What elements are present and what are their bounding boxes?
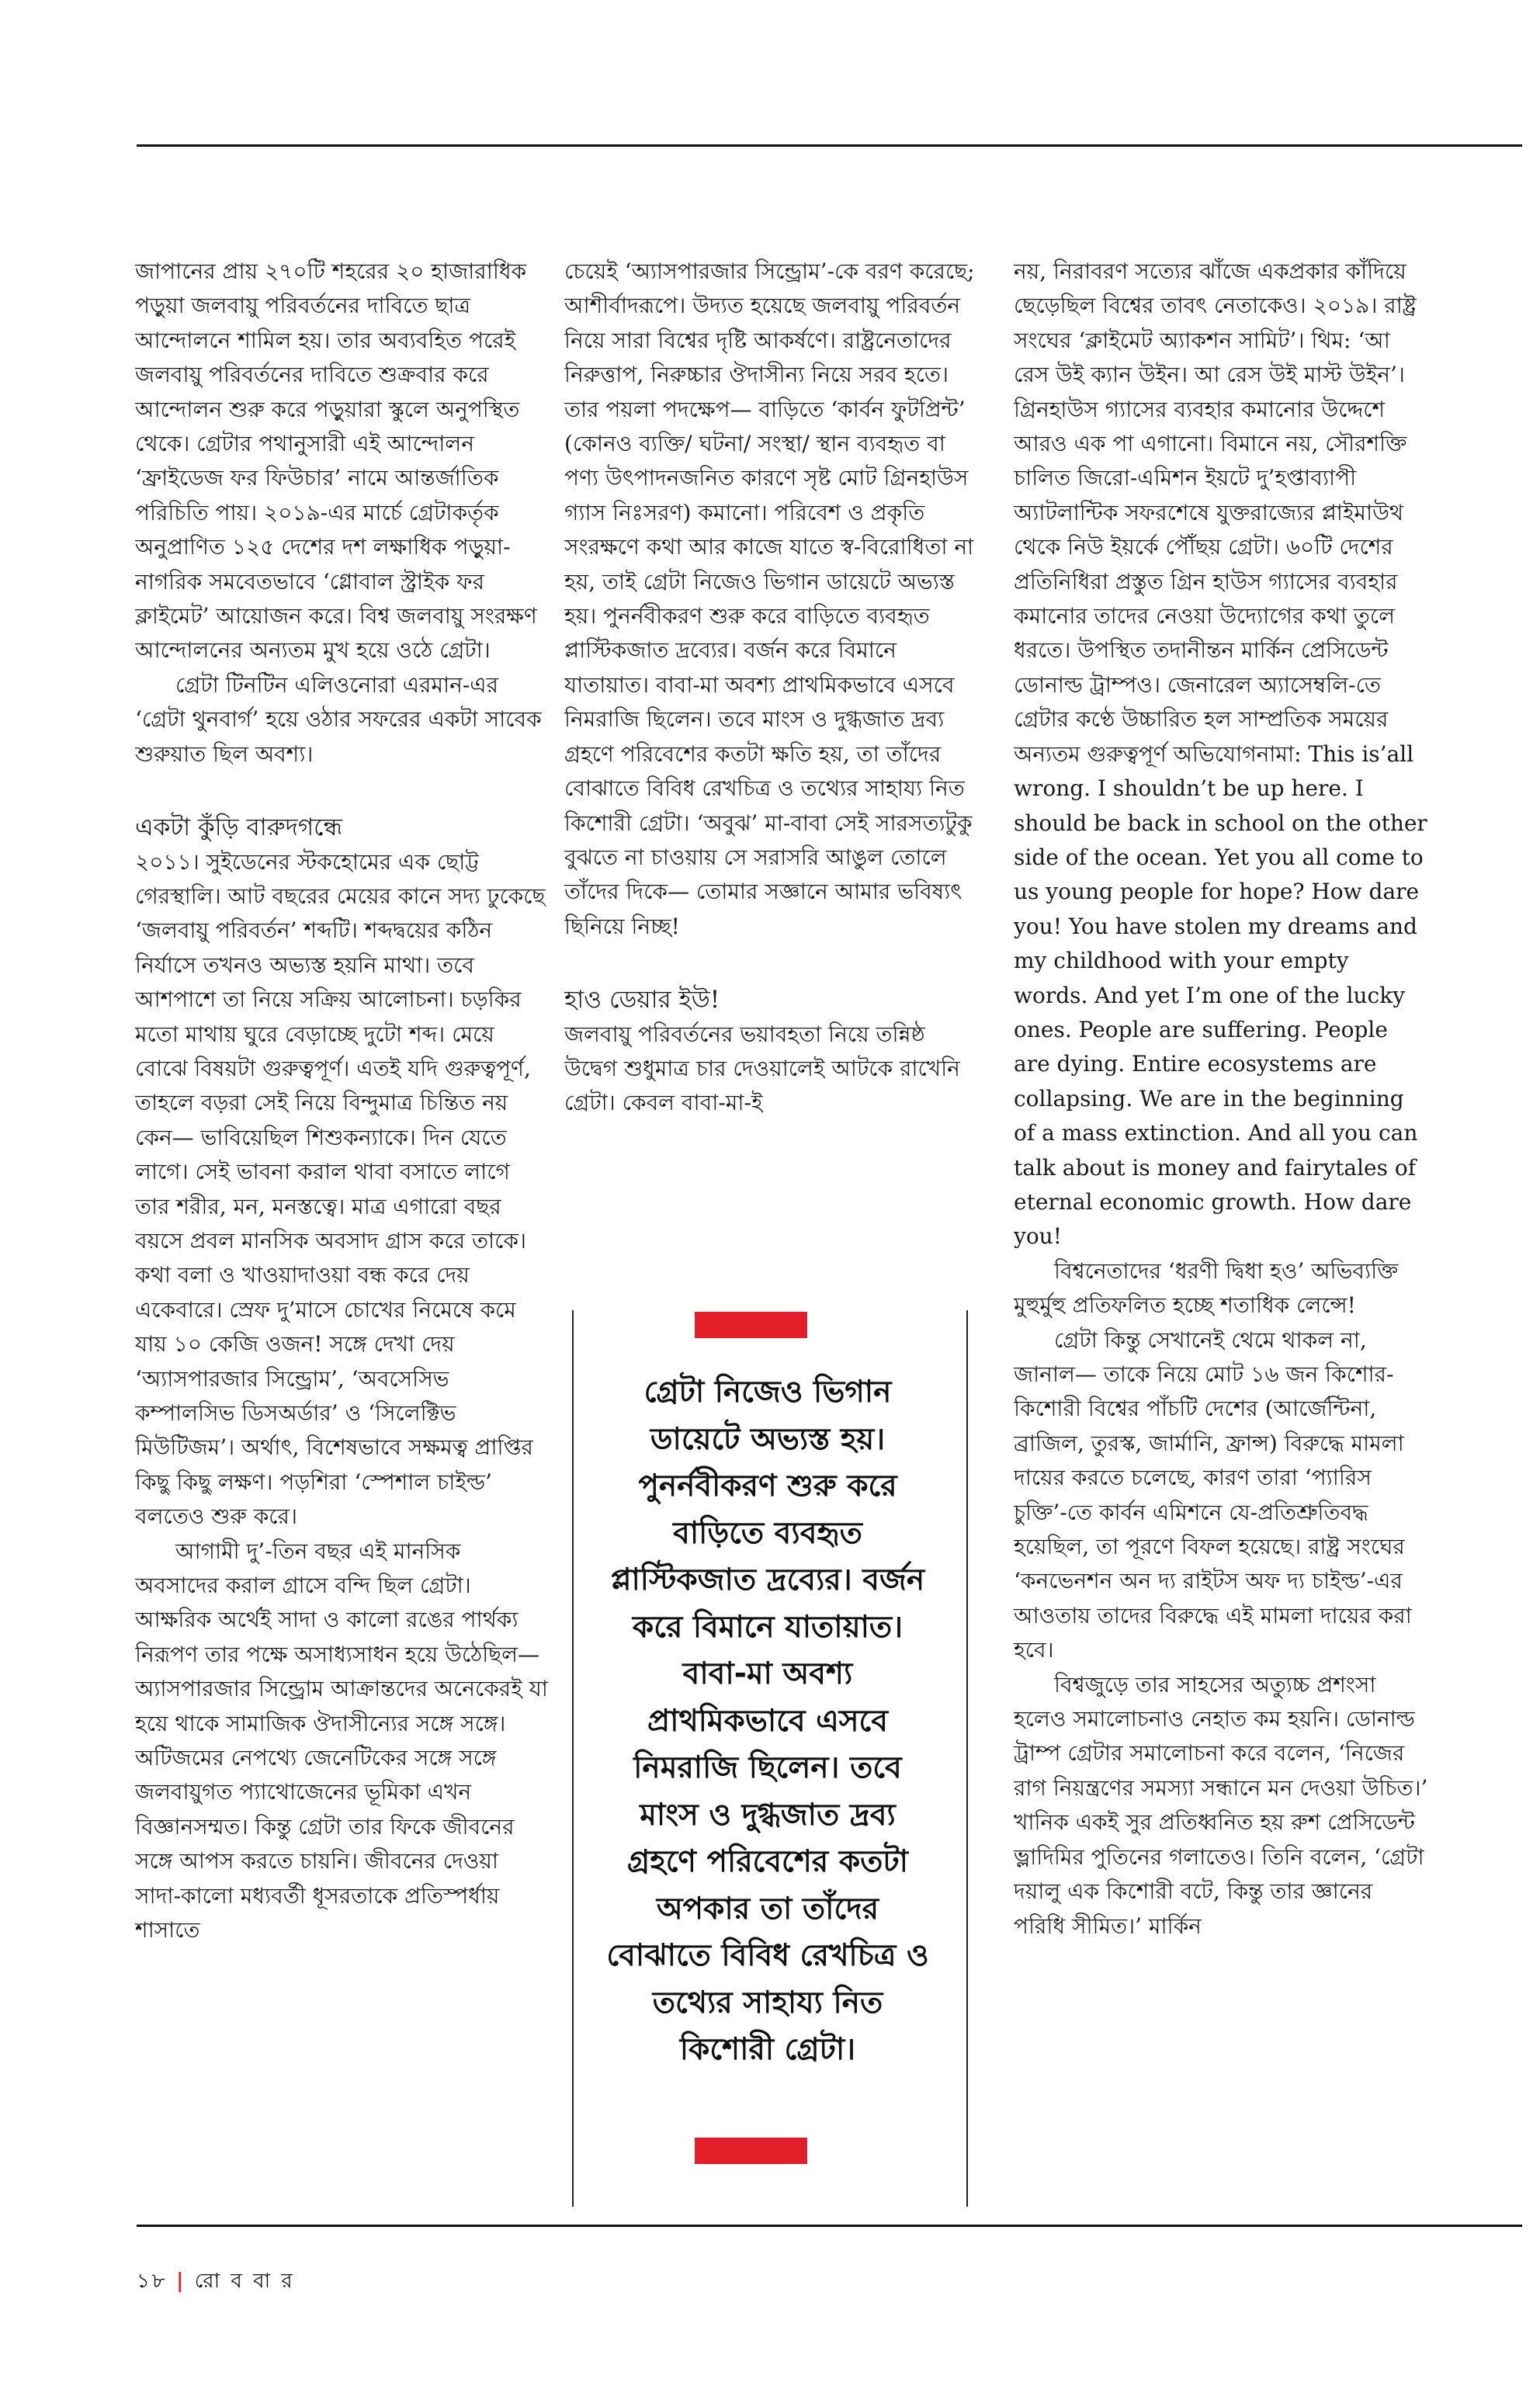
paragraph: গ্রেটা কিন্তু সেখানেই থেমে থাকল না, জানাল— তাকে নিয়ে মোট ১৬ জন কিশোর-কিশোরী বিশ্বের পাঁচটি দেশের (আর্জেন্টিনা, ব্রাজিল, তুরস্ক, জার্মানি, ফ্রান্স) বিরুদ্ধে মামলা দায়ের করতে চলেছে, কারণ তারা ‘প্যারিস চুক্তি’-তে কার্বন এমিশনে যে-প্রতিশ্রুতিবদ্ধ হয়েছিল, তা পূরণে বিফল হয়েছে। রাষ্ট্র সংঘের ‘কনভেনশন অন দ্য রাইটস অফ দ্য চাইল্ড’-এর আওতায় তাদের বিরুদ্ধে এই মামলা দায়ের করা হবে। [1014,1327,1412,1663]
paragraph: ২০১১। সুইডেনের স্টকহোমের এক ছোট্ট গেরস্থালি। আট বছরের মেয়ের কানে সদ্য ঢুকেছে ‘জলবায়ু পরিবর্তন’ শব্দটি। শব্দদ্বয়ের কঠিন নির্যাসে তখনও অভ্যস্ত হয়নি মাথা। তবে আশপাশে তা নিয়ে সক্রিয় আলোচনা। চড়কির মতো মাথায় ঘুরে বেড়াচ্ছে দুটো শব্দ। মেয়ে বোঝে বিষয়টা গুরুত্বপূর্ণ। এতই যদি গুরুত্বপূর্ণ, তাহলে বড়রা সেই নিয়ে বিন্দুমাত্র চিন্তিত নয় কেন— ভাবিয়েছিল শিশুকন্যাকে। দিন যেতে লাগে। সেই ভাবনা করাল থাবা বসাতে লাগে তার শরীর, মন, মনস্তত্বে। মাত্র এগারো বছর বয়সে প্রবল মানসিক অবসাদ গ্রাস করে তাকে। কথা বলা ও খাওয়াদাওয়া বন্ধ করে দেয় একেবারে। স্রেফ দু’মাসে চোখের নিমেষে কমে যায় ১০ কেজি ওজন! সঙ্গে দেখা দেয় ‘অ্যাসপারজার সিন্ড্রোম’, ‘অবসেসিভ কম্পালসিভ ডিসঅর্ডার’ ও ‘সিলেক্টিভ মিউটিজম’। অর্থাৎ, বিশেষভাবে সক্ষমত্ব প্রাপ্তির কিছু কিছু লক্ষণ। পড়শিরা ‘স্পেশাল চাইল্ড’ বলতেও শুরু করে। [135,848,546,1530]
page-number: ১৮ [137,2270,168,2293]
article-column-1 [135,255,550,2211]
bottom-rule [137,2225,1522,2227]
paragraph: চেয়েই ‘অ্যাসপারজার সিন্ড্রোম’-কে বরণ করেছে; আশীর্বাদরূপে। উদ্যত হয়েছে জলবায়ু পরিবর্তন নিয়ে সারা বিশ্বের দৃষ্টি আকর্ষণে। রাষ্ট্রনেতাদের নিরুত্তাপ, নিরুচ্চার ঔদাসীন্য নিয়ে সরব হতে। তার পয়লা পদক্ষেপ— বাড়িতে ‘কার্বন ফুটপ্রিন্ট’ (কোনও ব্যক্তি/ ঘটনা/ সংস্থা/ স্থান ব্যবহৃত বা পণ্য উৎপাদনজনিত কারণে সৃষ্ট মোট গ্রিনহাউস গ্যাস নিঃসরণ) কমানো। পরিবেশ ও প্রকৃতি সংরক্ষণে কথা আর কাজে যাতে স্ব-বিরোধিতা না হয়, তাই গ্রেটা নিজেও ভিগান ডায়েটে অভ্যস্ত হয়। পুনর্নবীকরণ শুরু করে বাড়িতে ব্যবহৃত প্লাস্টিকজাত দ্রব্যের। বর্জন করে বিমানে যাতায়াত। বাবা-মা অবশ্য প্রাথমিকভাবে এসবে নিমরাজি ছিলেন। তবে মাংস ও দুগ্ধজাত দ্রব্য গ্রহণে পরিবেশের কতটা ক্ষতি হয়, তা তাঁদের বোঝাতে বিবিধ রেখচিত্র ও তথ্যের সাহায্য নিত কিশোরী গ্রেটা। ‘অবুঝ’ মা-বাবা সেই সারসত্যটুকু বুঝতে না চাওয়ায় সে সরাসরি আঙুল তোলে তাঁদের দিকে— তোমার সজ্ঞানে আমার ভবিষ্যৎ ছিনিয়ে নিচ্ছ! [564,258,975,939]
article-column-2 [564,255,980,1304]
paragraph: জাপানের প্রায় ২৭০টি শহরের ২০ হাজারাধিক পড়ুয়া জলবায়ু পরিবর্তনের দাবিতে ছাত্র আন্দোলনে শামিল হয়। তার অব্যবহিত পরেই জলবায়ু পরিবর্তনের দাবিতে শুক্রবার করে আন্দোলন শুরু করে পড়ুয়ারা স্কুলে অনুপস্থিত থেকে। গ্রেটার পথানুসারী এই আন্দোলন ‘ফ্রাইডেজ ফর ফিউচার’ নামে আন্তর্জাতিক পরিচিতি পায়। ২০১৯-এর মার্চে গ্রেটাকর্তৃক অনুপ্রাণিত ১২৫ দেশের দশ লক্ষাধিক পড়ুয়া-নাগরিক সমবেতভাবে ‘গ্লোবাল স্ট্রাইক ফর ক্লাইমেট’ আয়োজন করে। বিশ্ব জলবায়ু সংরক্ষণ আন্দোলনের অন্যতম মুখ হয়ে ওঠে গ্রেটা। [135,258,537,664]
magazine-name: রো ব বা র [194,2270,295,2293]
article-column-3 [1014,255,1429,2211]
paragraph: বিশ্বজুড়ে তার সাহসের অত্যুচ্চ প্রশংসা হলেও সমালোচনাও নেহাত কম হয়নি। ডোনাল্ড ট্রাম্প গ্রেটার সমালোচনা করে বলেন, ‘নিজের রাগ নিয়ন্ত্রণের সমস্যা সন্ধানে মন দেওয়া উচিত।’ খানিক একই সুর প্রতিধ্বনিত হয় রুশ প্রেসিডেন্ট ভ্লাদিমির পুতিনের গলাতেও। তিনি বলেন, ‘গ্রেটা দয়ালু এক কিশোরী বটে, কিন্তু তার জ্ঞানের পরিধি সীমিত।’ মার্কিন [1014,1671,1428,1939]
subheading: একটা কুঁড়ি বারুদগন্ধে [135,813,343,842]
top-rule [137,144,1522,147]
footer-separator: | [176,2270,186,2293]
page-footer [137,2265,295,2299]
paragraph: জলবায়ু পরিবর্তনের ভয়াবহতা নিয়ে তন্নিষ্ঠ উদ্বেগ শুধুমাত্র চার দেওয়ালেই আটকে রাখেনি গ্রেটা। কেবল বাবা-মা-ই [564,1021,960,1116]
pull-quote-top-bar [695,1312,807,1338]
paragraph: বিশ্বনেতাদের ‘ধরণী দ্বিধা হও’ অভিব্যক্তি মুহুর্মুহু প্রতিফলিত হচ্ছে শতাধিক লেন্সে! [1014,1257,1399,1319]
subheading: হাও ডেয়ার ইউ! [564,986,720,1014]
paragraph: নয়, নিরাবরণ সত্যের ঝাঁজে একপ্রকার কাঁদিয়ে ছেড়েছিল বিশ্বের তাবৎ নেতাকেও। ২০১৯। রাষ্ট্র সংঘের ‘ক্লাইমেট অ্যাকশন সামিট’। থিম: ‘আ রেস উই ক্যান উইন। আ রেস উই মাস্ট উইন’। গ্রিনহাউস গ্যাসের ব্যবহার কমানোর উদ্দেশে আরও এক পা এগানো। বিমানে নয়, সৌরশক্তি চালিত জিরো-এমিশন ইয়টে দু’হপ্তাব্যাপী অ্যাটলান্টিক সফরশেষে যুক্তরাজ্যের প্লাইমাউথ থেকে নিউ ইয়র্কে পৌঁছয় গ্রেটা। ৬০টি দেশের প্রতিনিধিরা প্রস্তুত গ্রিন হাউস গ্যাসের ব্যবহার কমানোর তাদের নেওয়া উদ্যোগের কথা তুলে ধরতে। উপস্থিত তদানীন্তন মার্কিন প্রেসিডেন্ট ডোনাল্ড ট্রাম্পও। জেনারেল অ্যাসেম্বলি-তে গ্রেটার কণ্ঠে উচ্চারিত হল সাম্প্রতিক সময়ের অন্যতম গুরুত্বপূর্ণ অভিযোগনামা: This is’all wrong. I shouldn’t be up here. I should be back in school on the other side of the ocean. Yet you all come to us young people for hope? How dare you! You have stolen my dreams and my childhood with your empty words. And yet I’m one of the lucky ones. People are suffering. People are dying. Entire ecosystems are collapsing. We are in the beginning of a mass extinction. And all you can talk about is money and fairytales of eternal economic growth. How dare you! [1014,258,1427,1250]
pull-quote-box [572,1310,968,2207]
paragraph: আগামী দু’-তিন বছর এই মানসিক অবসাদের করাল গ্রাসে বন্দি ছিল গ্রেটা। আক্ষরিক অর্থেই সাদা ও কালো রঙের পার্থক্য নিরূপণ তার পক্ষে অসাধ্যসাধন হয়ে উঠেছিল— অ্যাসপারজার সিন্ড্রোম আক্রান্তদের অনেকেরই যা হয়ে থাকে সামাজিক ঔদাসীন্যের সঙ্গে সঙ্গে। অটিজমের নেপথ্যে জেনেটিকের সঙ্গে সঙ্গে জলবায়ুগত প্যাথোজেনের ভূমিকা এখন বিজ্ঞানসম্মত। কিন্তু গ্রেটা তার ফিকে জীবনের সঙ্গে আপস করতে চায়নি। জীবনের দেওয়া সাদা-কালো মধ্যবর্তী ধূসরতাকে প্রতিস্পর্ধায় শাসাতে [135,1538,548,1944]
paragraph: গ্রেটা টিনটিন এলিওনোরা এরমান-এর ‘গ্রেটা থুনবার্গ’ হয়ে ওঠার সফরের একটা সাবেক শুরুয়াত ছিল অবশ্য। [135,671,542,767]
pull-quote-bottom-bar [695,2138,807,2164]
pull-quote-text: গ্রেটা নিজেও ভিগান ডায়েটে অভ্যস্ত হয়। পুনর্নবীকরণ শুরু করে বাড়িতে ব্যবহৃত প্লাস্টিকজাত দ্রব্যের। বর্জন করে বিমানে যাতায়াত। বাবা-মা অবশ্য প্রাথমিকভাবে এসবে নিমরাজি ছিলেন। তবে মাংস ও দুগ্ধজাত দ্রব্য গ্রহণে পরিবেশের কতটা অপকার তা তাঁদের বোঝাতে বিবিধ রেখচিত্র ও তথ্যের সাহায্য নিত কিশোরী গ্রেটা। [606,1375,929,2067]
